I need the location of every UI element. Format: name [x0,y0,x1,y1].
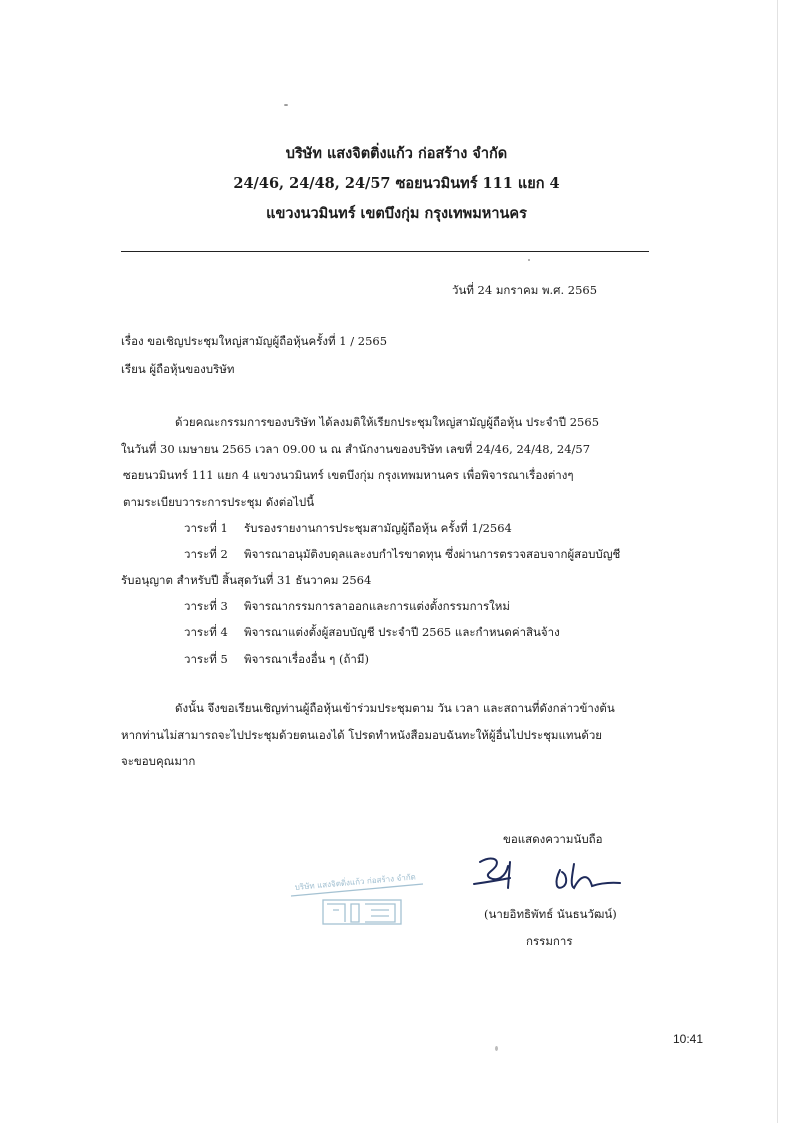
letter-date: วันที่ 24 มกราคม พ.ศ. 2565 [452,283,598,297]
letter-recipient: เรียน ผู้ถือหุ้นของบริษัท [121,362,235,376]
agenda-label: วาระที่ 1 [184,521,228,535]
closing-line: จะขอบคุณมาก [121,754,196,768]
scan-speck [528,259,530,261]
company-address-line1: 24/46, 24/48, 24/57 ซอยนวมินทร์ 111 แยก 4 [233,175,560,192]
intro-line: ตามระเบียบวาระการประชุม ดังต่อไปนี้ [123,495,315,509]
company-name: บริษัท แสงจิตติ่งแก้ว ก่อสร้าง จำกัด [285,145,508,162]
agenda-item-text: พิจารณากรรมการลาออกและการแต่งตั้งกรรมการใหม่ [244,599,510,613]
agenda-label: วาระที่ 3 [184,599,228,613]
agenda-label: วาระที่ 2 [184,547,228,561]
signer-title: กรรมการ [526,934,573,948]
intro-line: ด้วยคณะกรรมการของบริษัท ได้ลงมติให้เรียกประชุมใหญ่สามัญผู้ถือหุ้น ประจำปี 2565 [175,415,600,429]
agenda-label: วาระที่ 5 [184,652,228,666]
signoff-text: ขอแสดงความนับถือ [503,832,603,846]
agenda-item-text: พิจารณาเรื่องอื่น ๆ (ถ้ามี) [244,652,369,666]
company-stamp [283,866,433,928]
header-divider [121,251,649,252]
intro-line: ในวันที่ 30 เมษายน 2565 เวลา 09.00 น ณ สำนักงานของบริษัท เลขที่ 24/46, 24/48, 24/57 [121,442,591,456]
agenda-item-text: รับรองรายงานการประชุมสามัญผู้ถือหุ้น ครั้งที่ 1/2564 [244,521,512,535]
agenda-item-text: พิจารณาแต่งตั้งผู้สอบบัญชี ประจำปี 2565 และกำหนดค่าสินจ้าง [244,625,560,639]
timestamp: 10:41 [673,1032,704,1046]
agenda-item-text: พิจารณาอนุมัติงบดุลและงบกำไรขาดทุน ซึ่งผ่านการตรวจสอบจากผู้สอบบัญชี [244,547,621,561]
scan-speck [284,104,288,106]
svg-text:บริษัท แสงจิตติ่งแก้ว ก่อสร้าง: บริษัท แสงจิตติ่งแก้ว ก่อสร้าง จำกัด [294,872,417,892]
letter-subject: เรื่อง ขอเชิญประชุมใหญ่สามัญผู้ถือหุ้นครั้งที่ 1 / 2565 [121,334,388,348]
agenda-label: วาระที่ 4 [184,625,228,639]
intro-line: ซอยนวมินทร์ 111 แยก 4 แขวงนวมินทร์ เขตบึงกุ่ม กรุงเทพมหานคร เพื่อพิจารณาเรื่องต่างๆ [123,468,574,482]
handwritten-signature [470,852,640,902]
page-edge-line [777,0,778,1123]
closing-line: ดังนั้น จึงขอเรียนเชิญท่านผู้ถือหุ้นเข้าร่วมประชุมตาม วัน เวลา และสถานที่ดังกล่าวข้างต้น [175,701,615,715]
scan-speck [495,1046,498,1051]
agenda-item-continuation: รับอนุญาต สำหรับปี สิ้นสุดวันที่ 31 ธันวาคม 2564 [121,573,372,587]
company-address-line2: แขวงนวมินทร์ เขตบึงกุ่ม กรุงเทพมหานคร [266,205,527,222]
closing-line: หากท่านไม่สามารถจะไปประชุมด้วยตนเองได้ โปรดทำหนังสือมอบฉันทะให้ผู้อื่นไปประชุมแทนด้วย [121,728,603,742]
signer-name: (นายอิทธิพัทธ์ นันธนวัฒน์) [484,907,617,921]
